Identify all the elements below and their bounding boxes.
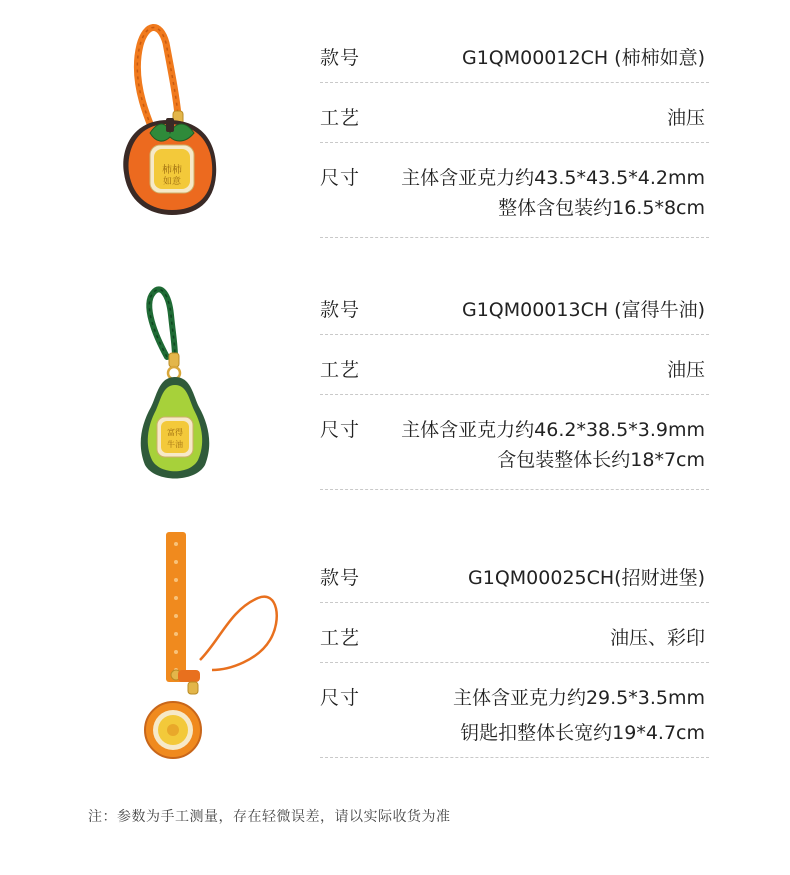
size-value-line-1: 主体含亚克力约43.5*43.5*4.2mm xyxy=(401,167,705,189)
model-value: G1QM00025CH(招财进堡) xyxy=(468,567,705,589)
svg-text:如意: 如意 xyxy=(162,177,182,187)
size-value-line-2: 钥匙扣整体长宽约19*4.7cm xyxy=(460,722,705,744)
spec-row-model xyxy=(320,23,709,83)
craft-value: 油压、彩印 xyxy=(609,627,705,649)
label-size: 尺寸 xyxy=(320,687,361,709)
product-card-2 xyxy=(0,260,790,510)
size-value-line-2: 含包装整体长约18*7cm xyxy=(497,449,705,471)
spec-row-craft xyxy=(320,603,709,663)
label-craft: 工艺 xyxy=(320,359,361,381)
model-value: G1QM00013CH (富得牛油) xyxy=(461,299,705,321)
craft-value: 油压 xyxy=(666,107,705,129)
size-value-line-1: 主体含亚克力约29.5*3.5mm xyxy=(452,687,705,709)
product-card-3 xyxy=(0,510,790,770)
persimmon-keychain-image xyxy=(110,15,230,230)
size-value-line-2: 整体含包装约16.5*8cm xyxy=(498,197,705,219)
label-craft: 工艺 xyxy=(320,107,361,129)
craft-value: 油压 xyxy=(666,359,705,381)
model-value: G1QM00012CH (柿柿如意) xyxy=(461,47,705,69)
label-model: 款号 xyxy=(320,567,361,589)
spec-row-model xyxy=(320,543,709,603)
charm-text: 柿柿 xyxy=(162,165,182,176)
label-size: 尺寸 xyxy=(320,167,361,189)
spec-row-craft xyxy=(320,83,709,143)
spec-row-model xyxy=(320,275,709,335)
label-model: 款号 xyxy=(320,299,361,321)
disclaimer-note: 注：参数为手工测量，存在轻微误差，请以实际收货为准 xyxy=(88,809,451,825)
label-size: 尺寸 xyxy=(320,419,361,441)
product-card-1 xyxy=(0,0,790,260)
spec-row-size xyxy=(320,663,709,758)
avocado-keychain-image xyxy=(125,285,225,490)
round-lanyard-keychain-image xyxy=(130,530,290,760)
svg-text:牛油: 牛油 xyxy=(167,440,183,449)
size-value-line-1: 主体含亚克力约46.2*38.5*3.9mm xyxy=(401,419,705,441)
spec-row-craft xyxy=(320,335,709,395)
label-craft: 工艺 xyxy=(320,627,361,649)
spec-row-size xyxy=(320,143,709,238)
spec-row-size xyxy=(320,395,709,490)
label-model: 款号 xyxy=(320,47,361,69)
svg-text:富得: 富得 xyxy=(167,428,183,437)
